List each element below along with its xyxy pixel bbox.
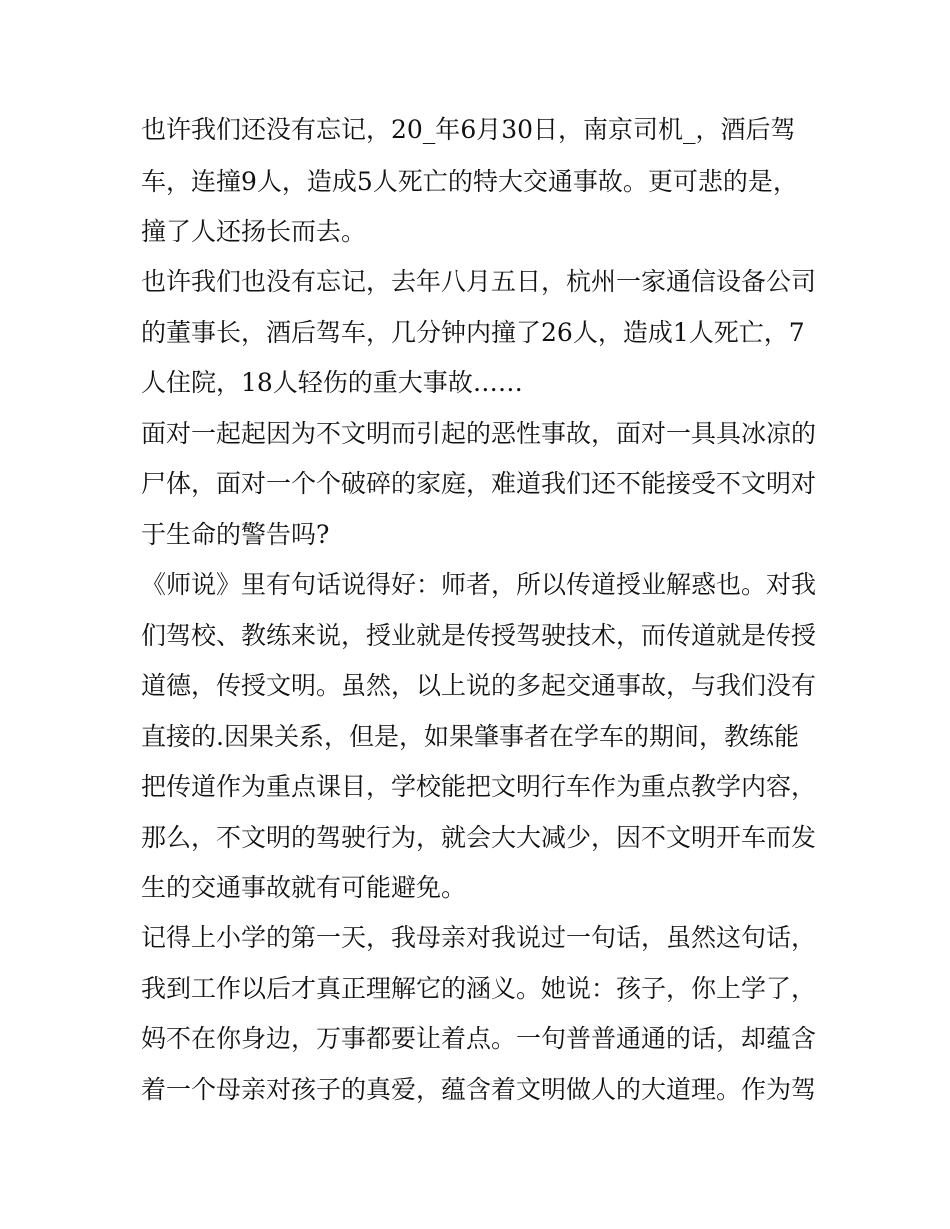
text-line: 于生命的警告吗? xyxy=(141,520,330,549)
text-line: 道德，传授文明。虽然，以上说的多起交通事故，与我们没有 xyxy=(141,671,817,700)
text-line: 的董事长，酒后驾车，几分钟内撞了26人，造成1人死亡，7 xyxy=(141,318,805,347)
text-line: 《师说》里有句话说得好：师者，所以传道授业解惑也。对我 xyxy=(141,570,817,599)
text-line: 人住院，18人轻伤的重大事故…… xyxy=(141,368,523,397)
text-line: 记得上小学的第一天，我母亲对我说过一句话，虽然这句话， xyxy=(141,923,817,952)
text-line: 我到工作以后才真正理解它的涵义。她说：孩子，你上学了， xyxy=(141,974,817,1003)
text-line: 直接的.因果关系，但是，如果肇事者在学车的期间，教练能 xyxy=(141,722,799,751)
text-line: 那么，不文明的驾驶行为，就会大大减少，因不文明开车而发 xyxy=(141,823,817,852)
text-line: 车，连撞9人，造成5人死亡的特大交通事故。更可悲的是， xyxy=(141,167,798,196)
text-line: 尸体，面对一个个破碎的家庭，难道我们还不能接受不文明对 xyxy=(141,469,817,498)
text-line: 面对一起起因为不文明而引起的恶性事故，面对一具具冰凉的 xyxy=(141,419,817,448)
text-line: 生的交通事故就有可能避免。 xyxy=(141,873,467,902)
text-line: 着一个母亲对孩子的真爱，蕴含着文明做人的大道理。作为驾 xyxy=(141,1075,817,1104)
text-line: 妈不在你身边，万事都要让着点。一句普普通通的话，却蕴含 xyxy=(141,1024,817,1053)
text-line: 们驾校、教练来说，授业就是传授驾驶技术，而传道就是传授 xyxy=(141,621,817,650)
text-line: 也许我们还没有忘记，20_年6月30日，南京司机_，酒后驾 xyxy=(141,115,796,144)
text-line: 把传道作为重点课目，学校能把文明行车作为重点教学内容， xyxy=(141,772,817,801)
text-line: 撞了人还扬长而去。 xyxy=(141,217,367,246)
text-line: 也许我们也没有忘记，去年八月五日，杭州一家通信设备公司 xyxy=(141,267,817,296)
